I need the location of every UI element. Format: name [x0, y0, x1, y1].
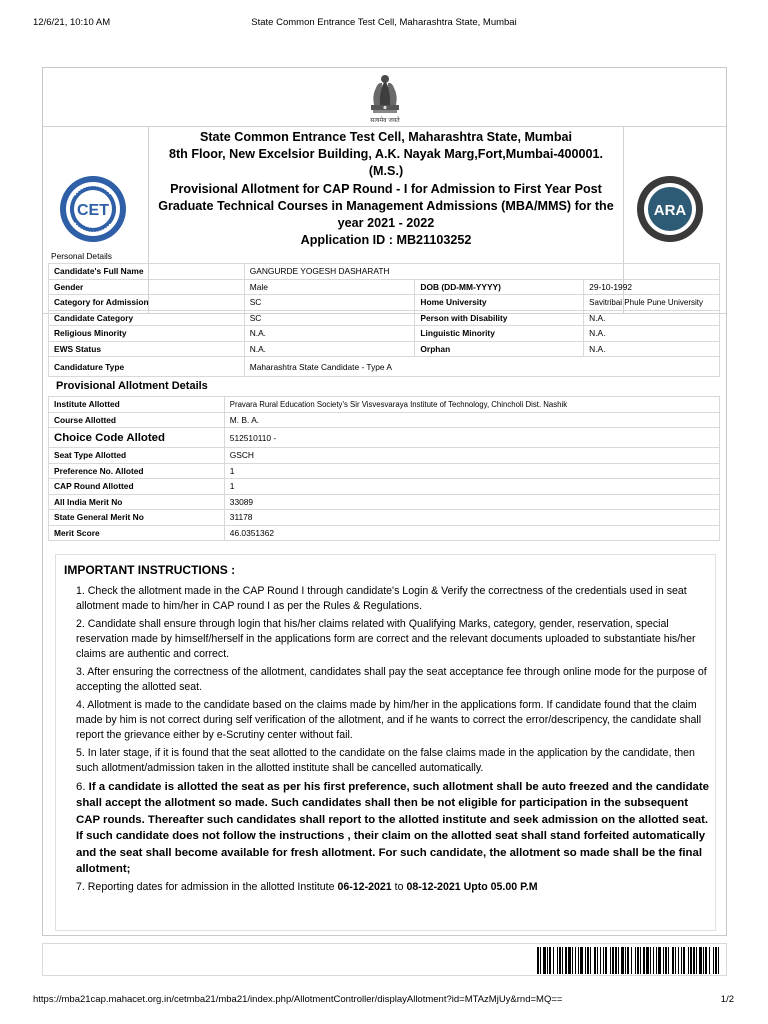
candidate-category-value: SC: [244, 310, 415, 326]
choice-code-cell: [224, 428, 719, 448]
barcode-bar: [650, 947, 651, 974]
barcode-bar: [631, 947, 632, 974]
barcode-bar: [658, 947, 661, 974]
barcode-bar: [621, 947, 624, 974]
instructions-heading: IMPORTANT INSTRUCTIONS :: [64, 563, 236, 577]
barcode-bar: [580, 947, 583, 974]
candidature-type-value: Maharashtra State Candidate - Type A: [244, 357, 719, 377]
category-label: Category for Admission: [49, 295, 245, 311]
all-india-merit-label: All India Merit No: [49, 494, 225, 510]
ara-logo-icon: [636, 175, 704, 243]
seat-type-label: Seat Type Allotted: [49, 448, 225, 464]
barcode-bar: [705, 947, 707, 974]
barcode-bar: [703, 947, 704, 974]
institute-value: Pravara Rural Education Society's Sir Visvesvaraya Institute of Technology, Chincholi Dist. Nashik: [224, 397, 719, 413]
heading-line-5: Graduate Technical Courses in Management Admissions (MBA/MMS) for the: [158, 198, 614, 213]
barcode-bar: [553, 947, 554, 974]
barcode-bar: [653, 947, 654, 974]
cet-logo-icon: [59, 175, 127, 243]
linguistic-minority-value: N.A.: [584, 326, 720, 342]
barcode-bar: [605, 947, 607, 974]
cet-logo-text: CET: [77, 202, 109, 219]
barcode-bar: [559, 947, 561, 974]
merit-score-label: Merit Score: [49, 525, 225, 541]
state-merit-value: 31178: [224, 510, 719, 526]
instruction-6-number: 6.: [76, 781, 86, 793]
barcode-bar: [625, 947, 626, 974]
instruction-7: [76, 880, 710, 895]
barcode-bar: [612, 947, 614, 974]
barcode-bar: [547, 947, 548, 974]
allotment-letter: [42, 67, 727, 936]
barcode-bar: [640, 947, 641, 974]
instruction-6: [76, 779, 710, 877]
instruction-2: 2. Candidate shall ensure through login that his/her claims related with Qualifying Marks, category, gender, reservation, special reservation made by himself/herself in the applications form are correct and the relevant documents uploaded to substantiate his/her claims are authentic and correct.: [76, 618, 696, 660]
ews-value: N.A.: [244, 341, 415, 357]
table-row: [49, 295, 720, 311]
disability-label: Person with Disability: [415, 310, 584, 326]
reporting-start-date: 06-12-2021: [337, 881, 392, 894]
print-timestamp: 12/6/21, 10:10 AM: [33, 17, 111, 28]
dob-value: 29-10-1992: [584, 279, 720, 295]
religious-minority-value: N.A.: [244, 326, 415, 342]
instruction-4: 4. Allotment is made to the candidate based on the claims made by him/her in the applications form. If candidate found that the claim made by him is not correct during self verification of the allotment, and if he wants to correct the error/descripency, the candidate shall report the grievance either by e-Scrutiny center without fail.: [76, 699, 702, 741]
heading-line-1: State Common Entrance Test Cell, Maharashtra State, Mumbai: [199, 130, 573, 144]
category-value: SC: [244, 295, 415, 311]
heading-line-6: year 2021 - 2022: [337, 216, 435, 231]
allotment-details-title: Provisional Allotment Details: [56, 380, 208, 392]
instruction-1: 1. Check the allotment made in the CAP Round I through candidate's Login & Verify the correctness of the credentials used in seat allotment made to him/her in CAP round I as per the Rules & Regulations.: [76, 585, 687, 612]
heading-line-3: (M.S.): [368, 164, 404, 179]
candidature-type-label: Candidature Type: [49, 357, 245, 377]
barcode-bar: [713, 947, 714, 974]
cap-round-value: 1: [224, 479, 719, 495]
barcode-bar: [557, 947, 558, 974]
barcode-bar: [543, 947, 546, 974]
page-url: https://mba21cap.mahacet.org.in/cetmba21/mba21/index.php/AllotmentController/displayAllotment?id=MTAzMjUy&rnd=MQ==: [33, 994, 563, 1005]
choice-code-value: 512510110: [229, 432, 272, 443]
table-row: [49, 326, 720, 342]
barcode-bar: [585, 947, 586, 974]
barcode-bar: [618, 947, 619, 974]
course-label: Course Allotted: [49, 412, 225, 428]
gender-label: Gender: [49, 279, 245, 295]
full-name-value: GANGURDE YOGESH DASHARATH: [244, 264, 719, 280]
table-row: [49, 397, 720, 413]
barcode-bar: [709, 947, 710, 974]
barcode-bar: [635, 947, 636, 974]
barcode-bar: [603, 947, 604, 974]
full-name-label: Candidate's Full Name: [49, 264, 245, 280]
barcode-bar: [590, 947, 591, 974]
barcode-bar: [610, 947, 611, 974]
table-row: [49, 428, 720, 448]
candidate-category-label: Candidate Category: [49, 310, 245, 326]
preference-label: Preference No. Alloted: [49, 463, 225, 479]
barcode-bar: [699, 947, 702, 974]
barcode-bar: [587, 947, 589, 974]
barcode-bar: [656, 947, 657, 974]
home-university-label: Home University: [415, 295, 584, 311]
choice-code-label: Choice Code Alloted: [49, 428, 225, 448]
table-row: [49, 341, 720, 357]
gender-value: Male: [244, 279, 415, 295]
barcode-bar: [565, 947, 567, 974]
barcode-bar: [594, 947, 596, 974]
barcode-bar: [672, 947, 674, 974]
barcode-bar: [537, 947, 539, 974]
instructions-box: [55, 554, 716, 931]
barcode-icon: [537, 947, 720, 974]
instruction-5: 5. In later stage, if it is found that the seat allotted to the candidate on the false claims made in the application by the candidate, then such allotment/admission taken in the allotted institute shall be cancelled automatically.: [76, 747, 695, 774]
barcode-bar: [643, 947, 645, 974]
barcode-bar: [575, 947, 576, 974]
institute-label: Institute Allotted: [49, 397, 225, 413]
ews-label: EWS Status: [49, 341, 245, 357]
barcode-bar: [715, 947, 717, 974]
state-merit-label: State General Merit No: [49, 510, 225, 526]
table-row: [49, 494, 720, 510]
barcode-bar: [646, 947, 649, 974]
barcode-bar: [568, 947, 571, 974]
preference-value: 1: [224, 463, 719, 479]
application-id: Application ID : MB21103252: [300, 233, 472, 248]
course-value: M. B. A.: [224, 412, 719, 428]
barcode-bar: [572, 947, 573, 974]
national-emblem-icon: [363, 71, 407, 125]
barcode-row: [42, 943, 727, 976]
home-university-value: Savitribai Phule Pune University: [584, 295, 720, 311]
barcode-bar: [627, 947, 629, 974]
instruction-6-text: If a candidate is allotted the seat as per his first preference, such allotment shall be auto freezed and the candidate shall accept the allotment so made. Such candidates shall then be not eligible for participation in the subsequent CAP rounds. Thereafter such candidates shall report to the allotted institute and seek admission on the allotted seat. If such candidate does not follow the instructions , their claim on the allotted seat shall stand forfeited automatically and the seat shall become available for fresh allotment. For such candidate, the allotment so made shall be the final allotment;: [76, 781, 710, 876]
barcode-bar: [688, 947, 689, 974]
heading-line-4: Provisional Allotment for CAP Round - I for Admission to First Year Post: [170, 181, 602, 196]
ara-logo-text: ARA: [653, 202, 687, 219]
barcode-bar: [578, 947, 579, 974]
barcode-bar: [683, 947, 685, 974]
linguistic-minority-label: Linguistic Minority: [415, 326, 584, 342]
personal-details-title: Personal Details: [51, 251, 112, 261]
instruction-3: 3. After ensuring the correctness of the allotment, candidates shall pay the seat acceptance fee through online mode for the purpose of accepting the allotted seat.: [76, 666, 707, 693]
barcode-bar: [696, 947, 697, 974]
allotment-details-table: [48, 396, 720, 541]
print-title: State Common Entrance Test Cell, Maharashtra State, Mumbai: [251, 17, 517, 28]
merit-score-value: 46.0351362: [224, 525, 719, 541]
emblem-motto: सत्यमेव जयते: [370, 117, 400, 124]
barcode-bar: [678, 947, 679, 974]
barcode-bar: [549, 947, 551, 974]
barcode-bar: [637, 947, 639, 974]
dash-mark: -: [273, 432, 277, 443]
barcode-bar: [562, 947, 563, 974]
barcode-bar: [665, 947, 667, 974]
table-row: [49, 479, 720, 495]
barcode-bar: [693, 947, 695, 974]
barcode-bar: [675, 947, 676, 974]
table-row: [49, 279, 720, 295]
table-row: [49, 357, 720, 377]
barcode-bar: [690, 947, 692, 974]
barcode-bar: [615, 947, 617, 974]
table-row: [49, 448, 720, 464]
barcode-bar: [540, 947, 541, 974]
table-row: [49, 310, 720, 326]
barcode-bar: [600, 947, 601, 974]
barcode-bar: [668, 947, 669, 974]
print-header: [0, 17, 768, 31]
table-row: [49, 510, 720, 526]
emblem-row: [43, 68, 726, 127]
table-row: [49, 264, 720, 280]
disability-value: N.A.: [584, 310, 720, 326]
page-number: 1/2: [720, 994, 734, 1005]
table-row: [49, 463, 720, 479]
table-row: [49, 525, 720, 541]
barcode-bar: [681, 947, 682, 974]
all-india-merit-value: 33089: [224, 494, 719, 510]
orphan-label: Orphan: [415, 341, 584, 357]
dob-label: DOB (DD-MM-YYYY): [415, 279, 584, 295]
print-footer: [0, 994, 768, 1008]
orphan-value: N.A.: [584, 341, 720, 357]
reporting-end-date: 08-12-2021 Upto 05.00 P.M: [406, 881, 538, 894]
seat-type-value: GSCH: [224, 448, 719, 464]
barcode-bar: [718, 947, 719, 974]
instructions-list: [76, 584, 710, 898]
heading-line-2: 8th Floor, New Excelsior Building, A.K. Nayak Marg,Fort,Mumbai-400001.: [168, 147, 604, 162]
personal-details-table: [48, 263, 720, 377]
barcode-bar: [663, 947, 664, 974]
barcode-bar: [597, 947, 598, 974]
table-row: [49, 412, 720, 428]
instruction-7-text: 7. Reporting dates for admission in the allotted Institute: [76, 881, 335, 894]
instruction-7-to: to: [394, 881, 404, 894]
cap-round-label: CAP Round Allotted: [49, 479, 225, 495]
religious-minority-label: Religious Minority: [49, 326, 245, 342]
